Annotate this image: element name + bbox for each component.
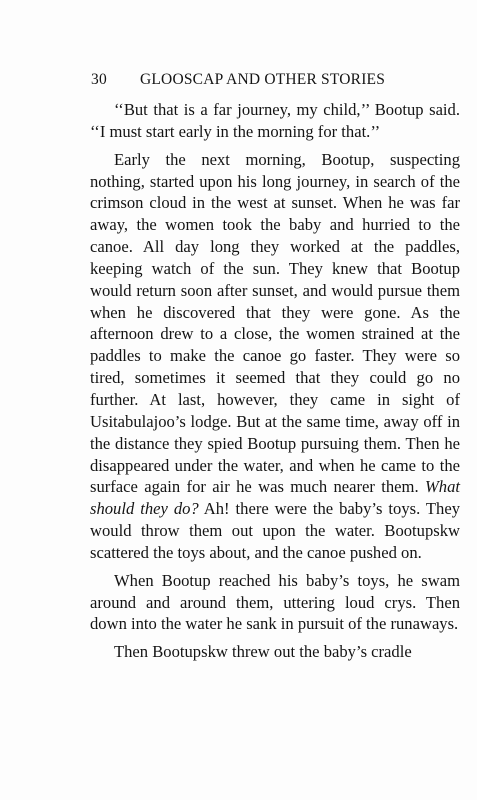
paragraph-4: Then Bootupskw threw out the baby’s cradle <box>114 642 412 662</box>
body-text <box>90 99 460 663</box>
paragraph-2-italic-question: What should they do? <box>90 477 460 519</box>
page-number: 30 <box>91 71 107 88</box>
paragraph-3: When Bootup reached his baby’s toys, he swam around and around them, uttering loud crys. Then down into the water he sank in pursuit of the runaways. <box>90 570 460 634</box>
paragraph-2-text-b: Ah! there were the baby’s toys. They would throw them out upon the water. Bootupskw scattered the toys about, and the canoe pushed on. <box>90 499 460 562</box>
running-title: GLOOSCAP AND OTHER STORIES <box>140 71 386 88</box>
paragraph-2-text-a: Early the next morning, Bootup, suspecting nothing, started upon his long journey, in search of the crimson cloud in the west at sunset. When he was far away, the women took the baby and hurried to the canoe. All day long they worked at the paddles, keeping watch of the sun. They knew that Bootup would return soon after sunset, and would pursue them when he discovered that they were gone. As the afternoon drew to a close, the women strained at the paddles to make the canoe go faster. They were so tired, sometimes it seemed that they could go no further. At last, however, they came in sight of Usitabulajoo’s lodge. But at the same time, away off in the distance they spied Bootup pursuing them. Then he disappeared under the water, and when he came to the surface again for air he was much nearer them. <box>90 149 460 497</box>
paragraph-2 <box>90 149 460 564</box>
paragraph-1: ‘‘But that is a far journey, my child,’’ Bootup said. ‘‘I must start early in the morning for that.’’ <box>90 100 460 141</box>
running-header <box>91 69 466 91</box>
